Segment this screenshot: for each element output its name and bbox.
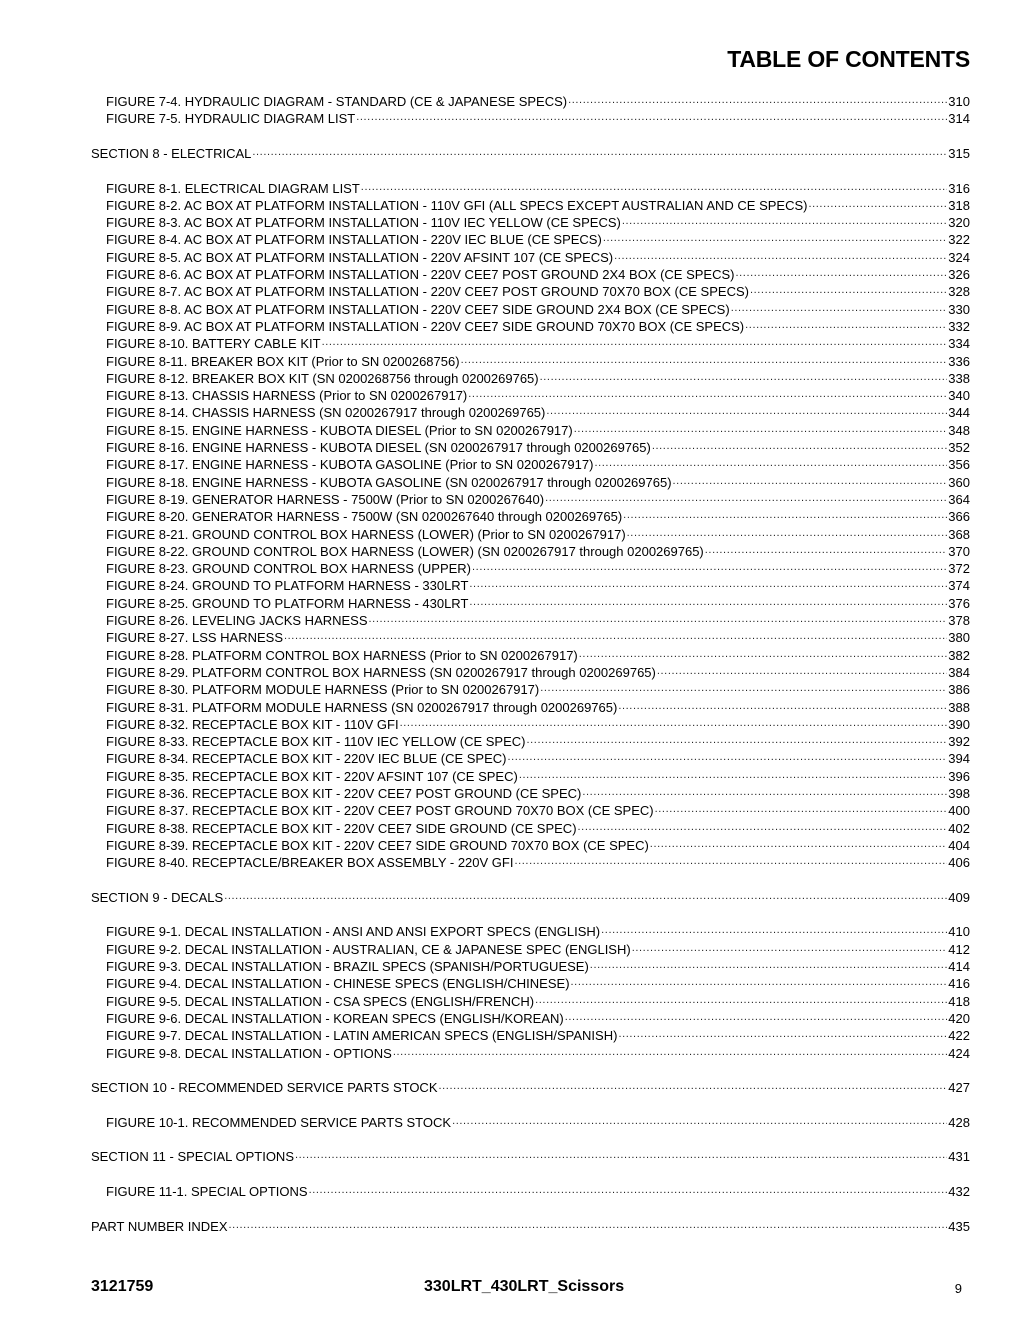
toc-entry-title: FIGURE 8-22. GROUND CONTROL BOX HARNESS (LOWER) (SN 0200267917 through 0200269765) <box>106 543 704 559</box>
toc-figure-entry[interactable] <box>106 820 970 837</box>
toc-entry-page: 380 <box>948 630 970 646</box>
toc-figure-entry[interactable] <box>106 750 970 767</box>
dot-leader <box>546 405 947 417</box>
toc-entry-page: 414 <box>948 959 970 974</box>
toc-figure-entry[interactable] <box>106 923 970 940</box>
dot-leader <box>369 613 948 625</box>
dot-leader <box>309 1184 948 1196</box>
dot-leader <box>519 769 947 781</box>
toc-entry-title: FIGURE 8-9. AC BOX AT PLATFORM INSTALLATION - 220V CEE7 SIDE GROUND 70X70 BOX (CE SPECS) <box>106 318 745 334</box>
toc-entry-title: FIGURE 8-4. AC BOX AT PLATFORM INSTALLATION - 220V IEC BLUE (CE SPECS) <box>106 232 602 248</box>
toc-entry-title: SECTION 11 - SPECIAL OPTIONS <box>91 1149 294 1165</box>
toc-entry-page: 364 <box>948 491 970 507</box>
toc-entry-title: FIGURE 9-6. DECAL INSTALLATION - KOREAN SPECS (ENGLISH/KOREAN) <box>106 1010 564 1026</box>
toc-entry-title: FIGURE 8-23. GROUND CONTROL BOX HARNESS (UPPER) <box>106 561 472 577</box>
dot-leader <box>565 1011 948 1023</box>
toc-entry-page: 404 <box>948 837 970 853</box>
dot-leader <box>540 682 947 694</box>
toc-entry-page: 338 <box>948 370 970 386</box>
dot-leader <box>527 734 948 746</box>
dot-leader <box>540 371 948 383</box>
toc-figure-entry[interactable] <box>106 301 970 318</box>
toc-figure-entry[interactable] <box>106 1010 970 1027</box>
toc-entry-title: FIGURE 8-31. PLATFORM MODULE HARNESS (SN 0200267917 through 0200269765) <box>106 699 618 715</box>
toc-entry-page: 416 <box>948 976 970 992</box>
toc-figure-entry[interactable] <box>106 612 970 629</box>
toc-entry-page: 356 <box>948 457 970 473</box>
toc-figure-entry[interactable] <box>106 197 970 214</box>
dot-leader <box>650 838 948 850</box>
toc-entry-page: 334 <box>948 336 970 352</box>
dot-leader <box>655 803 948 815</box>
toc-entry-page: 435 <box>948 1218 970 1234</box>
toc-entry-page: 428 <box>948 1114 970 1130</box>
toc-entry-title: FIGURE 9-7. DECAL INSTALLATION - LATIN AMERICAN SPECS (ENGLISH/SPANISH) <box>106 1028 618 1044</box>
toc-entry-page: 409 <box>948 889 970 905</box>
toc-entry-title: FIGURE 8-8. AC BOX AT PLATFORM INSTALLATION - 220V CEE7 SIDE GROUND 2X4 BOX (CE SPECS) <box>106 301 730 317</box>
toc-entry-page: 396 <box>948 768 970 784</box>
toc-figure-entry[interactable] <box>106 318 970 335</box>
toc-entry-title: FIGURE 8-40. RECEPTACLE/BREAKER BOX ASSEMBLY - 220V GFI <box>106 855 514 871</box>
toc-entry-page: 348 <box>948 422 970 438</box>
toc-section-entry[interactable] <box>91 145 970 162</box>
toc-entry-page: 310 <box>948 94 970 109</box>
toc-figure-entry[interactable] <box>106 595 970 612</box>
toc-entry-page: 326 <box>948 267 970 282</box>
toc-figure-entry[interactable] <box>106 802 970 819</box>
toc-entry-page: 388 <box>948 699 970 715</box>
dot-leader <box>571 976 948 988</box>
dot-leader <box>468 388 947 400</box>
toc-entry-page: 374 <box>948 578 970 594</box>
toc-figure-entry[interactable] <box>106 283 970 300</box>
toc-entry-page: 412 <box>948 941 970 957</box>
footer-doc-number: 3121759 <box>91 1278 154 1295</box>
toc-entry-page: 324 <box>948 249 970 265</box>
toc-entry-title: FIGURE 8-16. ENGINE HARNESS - KUBOTA DIESEL (SN 0200267917 through 0200269765) <box>106 440 651 455</box>
toc-entry-title: FIGURE 8-6. AC BOX AT PLATFORM INSTALLATION - 220V CEE7 POST GROUND 2X4 BOX (CE SPECS) <box>106 267 735 282</box>
toc-entry-page: 320 <box>948 215 970 231</box>
toc-figure-entry[interactable] <box>106 214 970 231</box>
dot-leader <box>590 959 948 971</box>
dot-leader <box>627 527 948 539</box>
toc-entry-page: 316 <box>948 180 970 196</box>
toc-figure-entry[interactable] <box>106 785 970 802</box>
toc-entry-page: 392 <box>948 734 970 750</box>
toc-section-entry[interactable] <box>91 1079 970 1096</box>
toc-entry-page: 398 <box>948 786 970 801</box>
toc-figure-entry[interactable] <box>106 993 970 1010</box>
toc-figure-entry[interactable] <box>106 733 970 750</box>
toc-section-entry[interactable] <box>91 1218 970 1235</box>
toc-entry-title: SECTION 10 - RECOMMENDED SERVICE PARTS STOCK <box>91 1080 438 1096</box>
dot-leader <box>400 717 948 729</box>
toc-entry-title: FIGURE 8-10. BATTERY CABLE KIT <box>106 336 321 352</box>
toc-figure-entry[interactable] <box>106 1045 970 1062</box>
toc-entry-page: 390 <box>948 716 970 732</box>
toc-figure-entry[interactable] <box>106 716 970 733</box>
toc-entry-title: FIGURE 8-36. RECEPTACLE BOX KIT - 220V CEE7 POST GROUND (CE SPEC) <box>106 786 582 801</box>
dot-leader <box>545 492 947 504</box>
toc-figure-entry[interactable] <box>106 854 970 871</box>
dot-leader <box>808 198 947 210</box>
toc-entry-title: FIGURE 8-33. RECEPTACLE BOX KIT - 110V IEC YELLOW (CE SPEC) <box>106 734 526 750</box>
toc-entry-page: 372 <box>948 561 970 577</box>
toc-figure-entry[interactable] <box>106 404 970 421</box>
dot-leader <box>461 354 948 366</box>
dot-leader <box>361 181 948 193</box>
toc-figure-entry[interactable] <box>106 180 970 197</box>
dot-leader <box>472 561 947 573</box>
toc-figure-entry[interactable] <box>106 387 970 404</box>
toc-entry-title: FIGURE 8-30. PLATFORM MODULE HARNESS (Prior to SN 0200267917) <box>106 682 540 698</box>
dot-leader <box>622 215 947 227</box>
toc-entry-title: FIGURE 8-39. RECEPTACLE BOX KIT - 220V CEE7 SIDE GROUND 70X70 BOX (CE SPEC) <box>106 837 649 853</box>
dot-leader <box>657 665 947 677</box>
dot-leader <box>295 1149 947 1161</box>
dot-leader <box>393 1046 947 1058</box>
toc-entry-page: 424 <box>948 1045 970 1061</box>
toc-figure-entry[interactable] <box>106 335 970 352</box>
dot-leader <box>618 1028 947 1040</box>
toc-entry-page: 328 <box>948 284 970 300</box>
toc-entry-title: FIGURE 9-2. DECAL INSTALLATION - AUSTRALIAN, CE & JAPANESE SPEC (ENGLISH) <box>106 941 631 957</box>
toc-entry-title: FIGURE 8-19. GENERATOR HARNESS - 7500W (Prior to SN 0200267640) <box>106 491 545 507</box>
toc-figure-entry[interactable] <box>106 456 970 473</box>
toc-figure-entry[interactable] <box>106 491 970 508</box>
toc-entry-title: FIGURE 8-11. BREAKER BOX KIT (Prior to SN 0200268756) <box>106 353 460 369</box>
dot-leader <box>750 284 947 296</box>
dot-leader <box>574 423 948 435</box>
toc-figure-entry[interactable] <box>106 439 970 456</box>
toc-entry-title: FIGURE 8-26. LEVELING JACKS HARNESS <box>106 613 368 628</box>
dot-leader <box>594 457 947 469</box>
toc-entry-page: 340 <box>948 388 970 404</box>
toc-entry-title: FIGURE 8-25. GROUND TO PLATFORM HARNESS - 430LRT <box>106 595 469 611</box>
toc-entry-page: 378 <box>948 613 970 628</box>
toc-entry-title: FIGURE 8-15. ENGINE HARNESS - KUBOTA DIESEL (Prior to SN 0200267917) <box>106 422 573 438</box>
dot-leader <box>284 630 947 642</box>
toc-figure-entry[interactable] <box>106 266 970 283</box>
toc-entry-title: FIGURE 8-32. RECEPTACLE BOX KIT - 110V GFI <box>106 716 399 732</box>
dot-leader <box>705 544 948 556</box>
toc-entry-title: FIGURE 8-17. ENGINE HARNESS - KUBOTA GASOLINE (Prior to SN 0200267917) <box>106 457 594 473</box>
dot-leader <box>603 232 947 244</box>
toc-entry-page: 322 <box>948 232 970 248</box>
toc-figure-entry[interactable] <box>106 647 970 664</box>
toc-entry-title: FIGURE 9-1. DECAL INSTALLATION - ANSI AND ANSI EXPORT SPECS (ENGLISH) <box>106 924 601 940</box>
dot-leader <box>252 146 947 158</box>
toc-entry-page: 418 <box>948 993 970 1009</box>
toc-entry-title: FIGURE 8-20. GENERATOR HARNESS - 7500W (SN 0200267640 through 0200269765) <box>106 509 623 525</box>
dot-leader <box>623 509 947 521</box>
toc-entry-title: FIGURE 8-34. RECEPTACLE BOX KIT - 220V IEC BLUE (CE SPEC) <box>106 751 507 767</box>
toc-entry-title: FIGURE 8-29. PLATFORM CONTROL BOX HARNESS (SN 0200267917 through 0200269765) <box>106 664 656 680</box>
toc-entry-title: FIGURE 8-37. RECEPTACLE BOX KIT - 220V CEE7 POST GROUND 70X70 BOX (CE SPEC) <box>106 803 654 819</box>
toc-entry-title: FIGURE 8-14. CHASSIS HARNESS (SN 0200267917 through 0200269765) <box>106 405 546 421</box>
toc-entry-page: 432 <box>948 1183 970 1199</box>
footer-page-number: 9 <box>954 1281 962 1296</box>
toc-figure-entry[interactable] <box>106 508 970 525</box>
dot-leader <box>469 578 947 590</box>
toc-figure-entry[interactable] <box>106 560 970 577</box>
toc-section-entry[interactable] <box>91 1148 970 1165</box>
toc-entry-page: 427 <box>948 1080 970 1096</box>
dot-leader <box>224 890 947 902</box>
toc-figure-entry[interactable] <box>106 629 970 646</box>
toc-figure-entry[interactable] <box>106 1027 970 1044</box>
dot-leader <box>578 821 948 833</box>
toc-figure-entry[interactable] <box>106 526 970 543</box>
dot-leader <box>535 994 947 1006</box>
toc-figure-entry[interactable] <box>106 1114 970 1131</box>
toc-figure-entry[interactable] <box>106 768 970 785</box>
toc-entry-title: FIGURE 8-3. AC BOX AT PLATFORM INSTALLATION - 110V IEC YELLOW (CE SPECS) <box>106 215 621 231</box>
toc-entry-title: FIGURE 8-12. BREAKER BOX KIT (SN 0200268756 through 0200269765) <box>106 370 539 386</box>
toc-entry-title: FIGURE 8-35. RECEPTACLE BOX KIT - 220V AFSINT 107 (CE SPEC) <box>106 768 518 784</box>
toc-entry-title: FIGURE 8-24. GROUND TO PLATFORM HARNESS - 330LRT <box>106 578 469 594</box>
dot-leader <box>229 1219 948 1231</box>
toc-entry-title: SECTION 9 - DECALS <box>91 889 224 905</box>
dot-leader <box>322 336 948 348</box>
toc-figure-entry[interactable] <box>106 577 970 594</box>
toc-figure-entry[interactable] <box>106 110 970 127</box>
toc-entry-page: 384 <box>948 664 970 680</box>
toc-figure-entry[interactable] <box>106 474 970 491</box>
toc-entry-page: 422 <box>948 1028 970 1044</box>
dot-leader <box>632 942 948 954</box>
toc-figure-entry[interactable] <box>106 1183 970 1200</box>
dot-leader <box>618 700 947 712</box>
toc-figure-entry[interactable] <box>106 231 970 248</box>
toc-figure-entry[interactable] <box>106 699 970 716</box>
toc-figure-entry[interactable] <box>106 370 970 387</box>
dot-leader <box>614 250 947 262</box>
toc-entry-page: 394 <box>948 751 970 767</box>
dot-leader <box>514 855 947 867</box>
dot-leader <box>652 440 947 452</box>
toc-section-entry[interactable] <box>91 889 970 906</box>
toc-figure-entry[interactable] <box>106 93 970 110</box>
toc-entry-page: 332 <box>948 318 970 334</box>
toc-entry-page: 352 <box>948 440 970 455</box>
toc-figure-entry[interactable] <box>106 422 970 439</box>
dot-leader <box>579 648 948 660</box>
toc-entry-page: 330 <box>948 301 970 317</box>
toc-figure-entry[interactable] <box>106 681 970 698</box>
toc-figure-entry[interactable] <box>106 958 970 975</box>
toc-entry-title: FIGURE 11-1. SPECIAL OPTIONS <box>106 1183 308 1199</box>
dot-leader <box>507 751 947 763</box>
toc-entry-title: FIGURE 7-4. HYDRAULIC DIAGRAM - STANDARD (CE & JAPANESE SPECS) <box>106 94 568 109</box>
dot-leader <box>452 1115 947 1127</box>
toc-entry-page: 370 <box>948 543 970 559</box>
toc-entry-page: 314 <box>948 111 970 127</box>
toc-entry-title: FIGURE 8-2. AC BOX AT PLATFORM INSTALLATION - 110V GFI (ALL SPECS EXCEPT AUSTRALIAN AND CE SPECS) <box>106 197 808 213</box>
page-title: TABLE OF CONTENTS <box>727 46 970 72</box>
toc-figure-entry[interactable] <box>106 837 970 854</box>
toc-figure-entry[interactable] <box>106 249 970 266</box>
toc-figure-entry[interactable] <box>106 543 970 560</box>
toc-entry-page: 400 <box>948 803 970 819</box>
toc-entry-page: 402 <box>948 820 970 836</box>
toc-entry-title: FIGURE 8-7. AC BOX AT PLATFORM INSTALLATION - 220V CEE7 POST GROUND 70X70 BOX (CE SPECS) <box>106 284 749 300</box>
toc-entry-title: FIGURE 9-8. DECAL INSTALLATION - OPTIONS <box>106 1045 392 1061</box>
dot-leader <box>356 111 947 123</box>
dot-leader <box>736 267 948 279</box>
toc-entry-title: FIGURE 8-27. LSS HARNESS <box>106 630 283 646</box>
footer-model: 330LRT_430LRT_Scissors <box>424 1278 625 1295</box>
toc-entry-page: 344 <box>948 405 970 421</box>
toc-figure-entry[interactable] <box>106 975 970 992</box>
dot-leader <box>439 1080 948 1092</box>
dot-leader <box>469 596 947 608</box>
toc-entry-title: FIGURE 9-5. DECAL INSTALLATION - CSA SPECS (ENGLISH/FRENCH) <box>106 993 535 1009</box>
toc-entry-page: 360 <box>948 474 970 490</box>
toc-entry-page: 376 <box>948 595 970 611</box>
toc-entry-title: FIGURE 8-18. ENGINE HARNESS - KUBOTA GASOLINE (SN 0200267917 through 0200269765) <box>106 474 672 490</box>
toc-entry-title: FIGURE 8-28. PLATFORM CONTROL BOX HARNESS (Prior to SN 0200267917) <box>106 647 578 663</box>
toc-entry-title: FIGURE 9-3. DECAL INSTALLATION - BRAZIL SPECS (SPANISH/PORTUGUESE) <box>106 959 589 974</box>
dot-leader <box>673 475 948 487</box>
dot-leader <box>568 94 947 106</box>
toc-entry-page: 431 <box>948 1149 970 1165</box>
toc-entry-page: 382 <box>948 647 970 663</box>
toc-entry-title: FIGURE 9-4. DECAL INSTALLATION - CHINESE SPECS (ENGLISH/CHINESE) <box>106 976 570 992</box>
toc-entry-page: 315 <box>948 145 970 161</box>
toc-entry-title: FIGURE 8-13. CHASSIS HARNESS (Prior to SN 0200267917) <box>106 388 468 404</box>
toc-entry-page: 420 <box>948 1010 970 1026</box>
toc-entry-page: 386 <box>948 682 970 698</box>
toc-figure-entry[interactable] <box>106 664 970 681</box>
toc-figure-entry[interactable] <box>106 941 970 958</box>
toc-entry-page: 366 <box>948 509 970 525</box>
toc-entry-page: 410 <box>948 924 970 940</box>
toc-entry-page: 318 <box>948 197 970 213</box>
dot-leader <box>582 786 947 798</box>
toc-entry-page: 406 <box>948 855 970 871</box>
dot-leader <box>731 302 948 314</box>
toc-entry-title: FIGURE 10-1. RECOMMENDED SERVICE PARTS STOCK <box>106 1114 452 1130</box>
toc-entry-title: FIGURE 8-38. RECEPTACLE BOX KIT - 220V CEE7 SIDE GROUND (CE SPEC) <box>106 820 577 836</box>
dot-leader <box>745 319 947 331</box>
toc-entry-title: SECTION 8 - ELECTRICAL <box>91 145 252 161</box>
toc-entry-title: FIGURE 8-5. AC BOX AT PLATFORM INSTALLATION - 220V AFSINT 107 (CE SPECS) <box>106 249 614 265</box>
toc-entry-title: FIGURE 8-21. GROUND CONTROL BOX HARNESS (LOWER) (Prior to SN 0200267917) <box>106 526 626 542</box>
dot-leader <box>601 924 947 936</box>
toc-entry-page: 336 <box>948 353 970 369</box>
toc-entry-page: 368 <box>948 526 970 542</box>
toc-entry-title: PART NUMBER INDEX <box>91 1218 228 1234</box>
toc-entry-title: FIGURE 8-1. ELECTRICAL DIAGRAM LIST <box>106 180 360 196</box>
toc-entry-title: FIGURE 7-5. HYDRAULIC DIAGRAM LIST <box>106 111 356 127</box>
toc-figure-entry[interactable] <box>106 353 970 370</box>
